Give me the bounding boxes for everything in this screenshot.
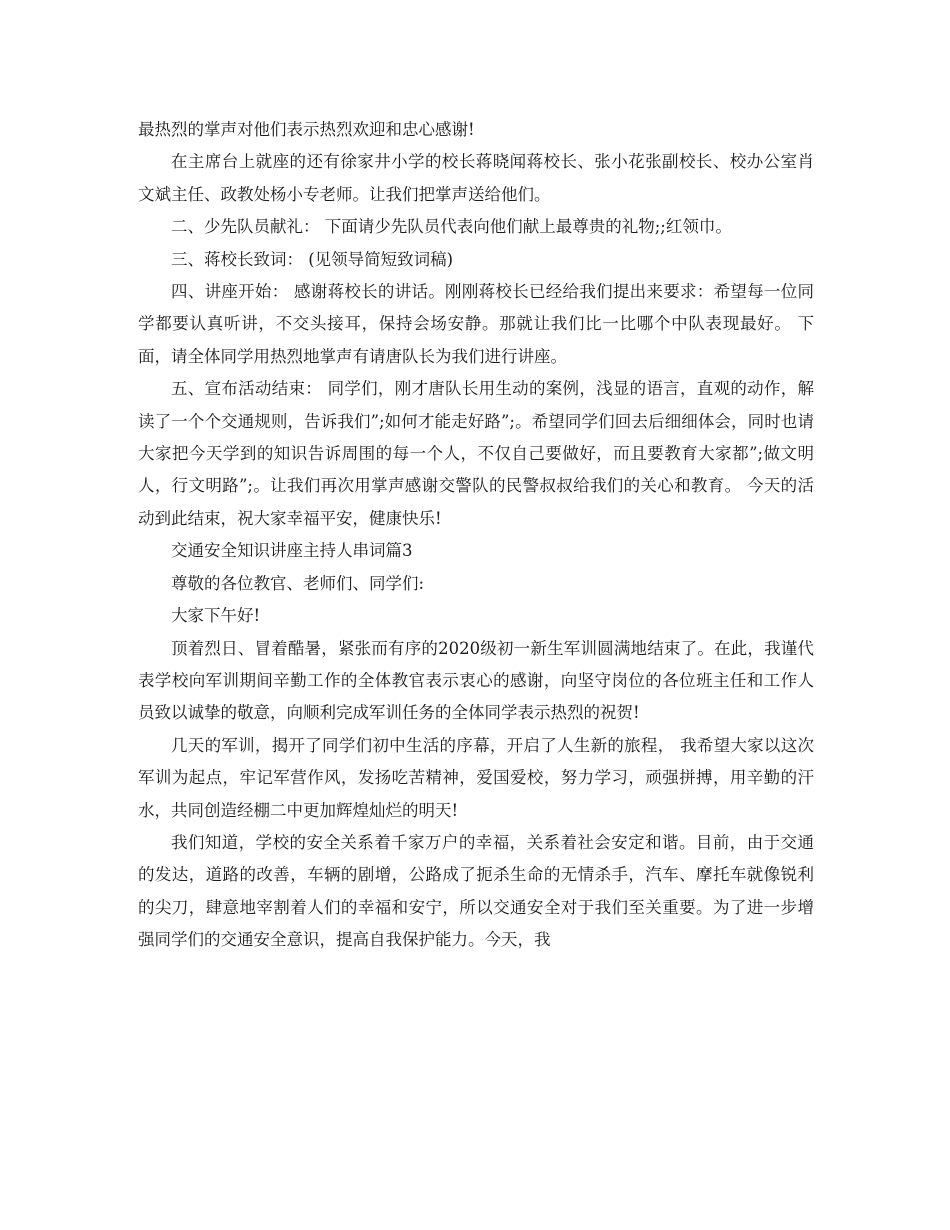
greeting: 大家下午好!: [171, 606, 261, 626]
paragraph: 三、蒋校长致词： (见领导简短致词稿): [171, 249, 454, 269]
paragraph: 四、讲座开始： 感谢蒋校长的讲话。刚刚蒋校长已经给我们提出来要求：希望每一位同学都要认真听讲，不交头接耳，保持会场安静。那就让我们比一比哪个中队表现最好。 下面，请全体同学用热烈地掌声有请唐队长为我们进行讲座。: [138, 282, 814, 366]
paragraph: 我们知道，学校的安全关系着千家万户的幸福，关系着社会安定和谐。目前，由于交通的发达，道路的改善，车辆的剧增，公路成了扼杀生命的无情杀手，汽车、摩托车就像锐利的尖刀，肆意地宰割着人们的幸福和安宁，所以交通安全对于我们至关重要。为了进一步增强同学们的交通安全意识，提高自我保护能力。今天，我: [138, 832, 814, 950]
section-heading: 交通安全知识讲座主持人串词篇3: [171, 541, 413, 561]
paragraph: 最热烈的掌声对他们表示热烈欢迎和忠心感谢!: [138, 120, 475, 139]
document-body: [138, 114, 814, 957]
paragraph: 顶着烈日、冒着酷暑，紧张而有序的2020级初一新生军训圆满地结束了。在此，我谨代表学校向军训期间辛勤工作的全体教官表示衷心的感谢，向坚守岗位的各位班主任和工作人员致以诚挚的敬意，向顺利完成军训任务的全体同学表示热烈的祝贺!: [138, 638, 814, 723]
paragraph: 二、少先队员献礼： 下面请少先队员代表向他们献上最尊贵的礼物;;红领巾。: [171, 217, 732, 237]
paragraph: 五、宣布活动结束： 同学们，刚才唐队长用生动的案例，浅显的语言，直观的动作，解读了一个个交通规则，告诉我们”;如何才能走好路”;。希望同学们回去后细细体会，同时也请大家把今天学到的知识告诉周围的每一个人，不仅自己要做好，而且要教育大家都”;做文明人，行文明路”;。让我们再次用掌声感谢交警队的民警叔叔给我们的关心和教育。 今天的活动到此结束，祝大家幸福平安，健康快乐!: [138, 379, 814, 528]
salutation: 尊敬的各位教官、老师们、同学们:: [171, 573, 425, 593]
paragraph: 几天的军训，揭开了同学们初中生活的序幕，开启了人生新的旅程， 我希望大家以这次军训为起点，牢记军营作风，发扬吃苦精神，爱国爱校，努力学习，顽强拼搏，用辛勤的汗水，共同创造经棚二中更加辉煌灿烂的明天!: [138, 735, 814, 820]
paragraph: 在主席台上就座的还有徐家井小学的校长蒋晓闻蒋校长、张小花张副校长、校办公室肖文斌主任、政教处杨小专老师。让我们把掌声送给他们。: [138, 152, 814, 204]
